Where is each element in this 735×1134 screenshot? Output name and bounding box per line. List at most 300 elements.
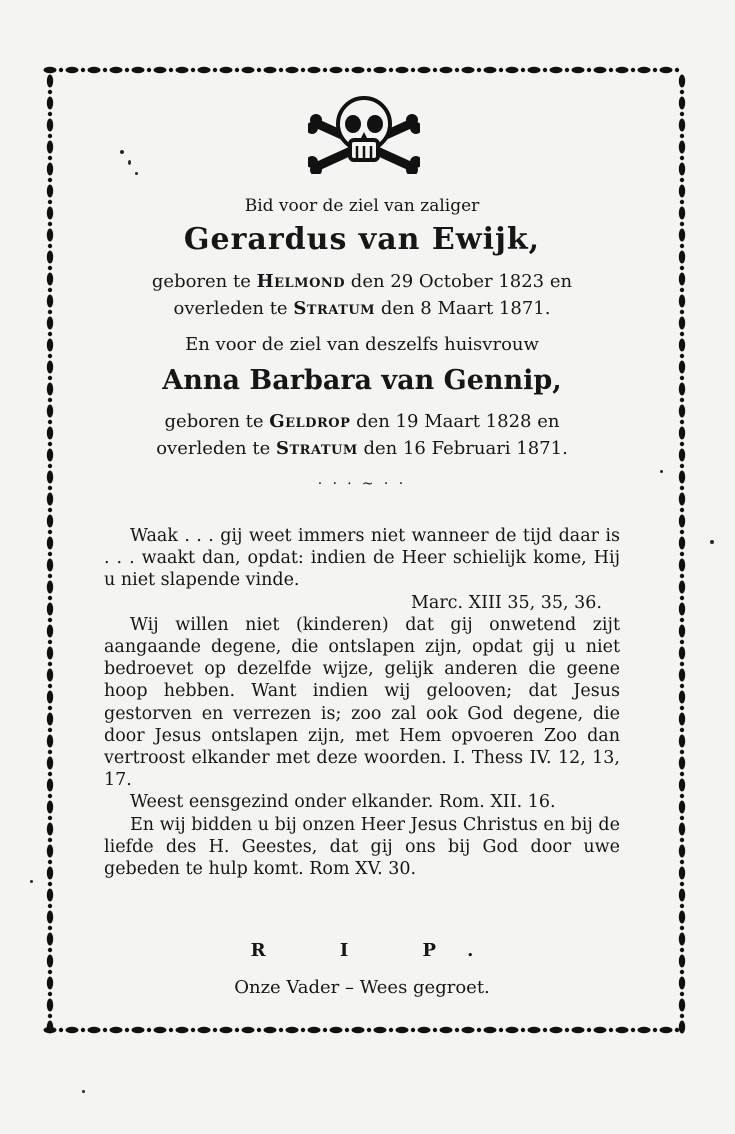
border-dot <box>587 68 591 72</box>
border-dot <box>679 823 685 836</box>
border-dot <box>48 222 52 226</box>
border-dot <box>679 339 685 352</box>
border-dot <box>47 889 53 902</box>
border-dot <box>110 1027 123 1033</box>
border-dot <box>679 515 685 528</box>
border-dot <box>679 647 685 660</box>
border-dot <box>47 735 53 748</box>
border-dot <box>48 398 52 402</box>
border-dot <box>47 251 53 264</box>
border-dot <box>88 1027 101 1033</box>
border-dot <box>680 244 684 248</box>
border-dot <box>59 68 63 72</box>
border-dot <box>330 67 343 73</box>
border-dot <box>679 295 685 308</box>
birth-prefix: geboren te <box>164 411 264 432</box>
border-dot <box>679 229 685 242</box>
border-dot <box>679 889 685 902</box>
border-dot <box>680 662 684 666</box>
border-dot <box>679 603 685 616</box>
border-dot <box>48 596 52 600</box>
border-dot <box>47 295 53 308</box>
border-dot <box>680 772 684 776</box>
border-dot <box>679 273 685 286</box>
border-dot <box>679 493 685 506</box>
border-dot <box>440 1027 453 1033</box>
rip-line: R I P. <box>250 940 508 961</box>
border-dot <box>543 68 547 72</box>
border-dot <box>47 999 53 1012</box>
border-dot <box>680 750 684 754</box>
border-dot <box>680 288 684 292</box>
border-dot <box>367 68 371 72</box>
border-dot <box>680 464 684 468</box>
border-dot <box>653 1028 657 1032</box>
border-dot <box>176 67 189 73</box>
border-dot <box>680 420 684 424</box>
border-dot <box>660 1027 673 1033</box>
border-dot <box>47 75 53 88</box>
border-dot <box>680 354 684 358</box>
border-dot <box>680 310 684 314</box>
border-dot <box>679 933 685 946</box>
border-dot <box>638 67 651 73</box>
border-dot <box>680 640 684 644</box>
border-dot <box>679 999 685 1012</box>
border-dot <box>679 537 685 550</box>
border-dot <box>47 625 53 638</box>
border-dot <box>301 68 305 72</box>
border-dot <box>48 816 52 820</box>
border-dot <box>484 67 497 73</box>
border-dot <box>550 67 563 73</box>
border-dot <box>660 67 673 73</box>
border-dot <box>679 801 685 814</box>
border-dot <box>198 67 211 73</box>
death-date: den 16 Februari 1871. <box>363 438 568 459</box>
border-dot <box>462 1027 475 1033</box>
border-dot <box>47 493 53 506</box>
border-dot <box>680 530 684 534</box>
border-dot <box>499 1028 503 1032</box>
border-dot <box>587 1028 591 1032</box>
border-dot <box>47 383 53 396</box>
border-dot <box>48 354 52 358</box>
border-dot <box>154 67 167 73</box>
border-dot <box>680 134 684 138</box>
border-dot <box>48 926 52 930</box>
border-dot <box>47 647 53 660</box>
border-dot <box>88 67 101 73</box>
border-dot <box>680 1014 684 1018</box>
border-dot <box>264 1027 277 1033</box>
border-dot <box>308 1027 321 1033</box>
border-dot <box>609 68 613 72</box>
border-dot <box>680 816 684 820</box>
border-dot <box>47 207 53 220</box>
border-dot <box>47 229 53 242</box>
border-dot <box>679 119 685 132</box>
border-dot <box>680 222 684 226</box>
border-dot <box>154 1027 167 1033</box>
border-dot <box>680 442 684 446</box>
border-dot <box>680 156 684 160</box>
verse-paragraph: Wij willen niet (kinderen) dat gij onwetend zijt aangaande degene, die ontslapen zijn, opdat gij u niet bedroevet op dezelfde wijze, gelijk anderen die geene hoop hebben. Want indien wij gelooven; dat Jesus gestorven en verrezen is; zoo zal ook God degene, die door Jesus ontslapen zijn, met Hem opvoeren Zoo dan vertroost elkander met deze woorden. I. Thess IV. 12, 13, 17. <box>104 614 620 791</box>
border-dot <box>679 713 685 726</box>
border-dot <box>572 1027 585 1033</box>
border-dot <box>679 405 685 418</box>
border-dot <box>679 163 685 176</box>
border-dot <box>345 68 349 72</box>
border-dot <box>47 185 53 198</box>
border-dot <box>47 669 53 682</box>
border-dot <box>48 288 52 292</box>
border-dot <box>48 420 52 424</box>
border-dot <box>47 163 53 176</box>
border-dot <box>653 68 657 72</box>
deceased-name-2: Anna Barbara van Gennip, <box>162 365 562 396</box>
border-dot <box>47 603 53 616</box>
border-dot <box>680 596 684 600</box>
border-dot <box>680 882 684 886</box>
border-dot <box>680 178 684 182</box>
border-dot <box>48 200 52 204</box>
border-dot <box>279 68 283 72</box>
border-dot <box>367 1028 371 1032</box>
border-dot <box>257 1028 261 1032</box>
border-dot <box>279 1028 283 1032</box>
border-dot <box>48 574 52 578</box>
border-dot <box>679 1021 685 1034</box>
border-dot <box>48 530 52 534</box>
border-dot <box>47 779 53 792</box>
border-dot <box>125 68 129 72</box>
border-dot <box>433 1028 437 1032</box>
border-dot <box>679 691 685 704</box>
border-dot <box>48 90 52 94</box>
border-dot <box>680 90 684 94</box>
verse-paragraph: En wij bidden u bij onzen Heer Jesus Christus en bij de liefde des H. Geestes, dat gij ons bij God door uwe gebeden te hulp komt. Rom XV. 30. <box>104 814 620 880</box>
border-dot <box>47 559 53 572</box>
border-dot <box>44 67 57 73</box>
border-dot <box>679 449 685 462</box>
border-dot <box>47 1021 53 1034</box>
border-dot <box>48 178 52 182</box>
border-dot <box>679 471 685 484</box>
verse-paragraph: Waak . . . gij weet immers niet wanneer de tijd daar is . . . waakt dan, opdat: indien de Heer schielijk kome, Hij u niet slapende vinde. <box>104 526 620 591</box>
border-dot <box>125 1028 129 1032</box>
border-dot <box>103 68 107 72</box>
border-dot <box>679 97 685 110</box>
border-dot <box>47 933 53 946</box>
border-dot <box>48 882 52 886</box>
border-dot <box>679 427 685 440</box>
border-dot <box>521 68 525 72</box>
border-dot <box>47 537 53 550</box>
border-dot <box>220 67 233 73</box>
border-dot <box>323 68 327 72</box>
border-dot <box>286 67 299 73</box>
border-dot <box>680 486 684 490</box>
border-dot <box>631 1028 635 1032</box>
border-dot <box>680 508 684 512</box>
border-dot <box>675 68 679 72</box>
verse-reference: Marc. XIII 35, 35, 36. <box>410 592 602 613</box>
border-dot <box>374 1027 387 1033</box>
border-dot <box>301 1028 305 1032</box>
border-dot <box>631 68 635 72</box>
border-dot <box>396 67 409 73</box>
border-dot <box>48 156 52 160</box>
border-dot <box>81 68 85 72</box>
border-dot <box>48 662 52 666</box>
border-dot <box>455 68 459 72</box>
border-dot <box>147 68 151 72</box>
border-dot <box>679 383 685 396</box>
birth-date: den 19 Maart 1828 en <box>356 411 560 432</box>
prayer-line: Onze Vader – Wees gegroet. <box>234 977 490 998</box>
border-dot <box>679 559 685 572</box>
border-dot <box>242 67 255 73</box>
border-dot <box>47 955 53 968</box>
border-dot <box>323 1028 327 1032</box>
border-dot <box>389 1028 393 1032</box>
border-dot <box>48 552 52 556</box>
border-dot <box>213 1028 217 1032</box>
border-dot <box>680 728 684 732</box>
border-dot <box>257 68 261 72</box>
border-dot <box>48 332 52 336</box>
border-dot <box>47 273 53 286</box>
border-dot <box>679 75 685 88</box>
border-dot <box>59 1028 63 1032</box>
death-prefix: overleden te <box>156 438 271 459</box>
border-dot <box>147 1028 151 1032</box>
border-dot <box>565 1028 569 1032</box>
ornament-divider: · · ⸱ ~ · · <box>317 476 407 492</box>
border-dot <box>47 471 53 484</box>
deceased-name-1: Gerardus van Ewijk, <box>183 222 541 257</box>
border-dot <box>48 310 52 314</box>
border-dot <box>680 552 684 556</box>
death-line-1 <box>98 297 626 321</box>
border-dot <box>680 794 684 798</box>
border-dot <box>47 141 53 154</box>
border-dot <box>235 68 239 72</box>
border-dot <box>680 112 684 116</box>
border-dot <box>609 1028 613 1032</box>
border-dot <box>48 442 52 446</box>
border-dot <box>499 68 503 72</box>
border-dot <box>47 713 53 726</box>
border-dot <box>484 1027 497 1033</box>
border-dot <box>679 867 685 880</box>
border-dot <box>48 376 52 380</box>
border-dot <box>132 67 145 73</box>
border-dot <box>47 581 53 594</box>
border-dot <box>47 317 53 330</box>
border-dot <box>47 427 53 440</box>
border-dot <box>345 1028 349 1032</box>
border-dot <box>47 119 53 132</box>
border-dot <box>680 992 684 996</box>
border-dot <box>235 1028 239 1032</box>
border-dot <box>418 67 431 73</box>
border-dot <box>169 68 173 72</box>
skull-crossbones-icon <box>308 94 420 174</box>
border-dot <box>572 67 585 73</box>
border-dot <box>680 266 684 270</box>
border-dot <box>594 1027 607 1033</box>
border-dot <box>455 1028 459 1032</box>
border-dot <box>48 948 52 952</box>
border-dot <box>679 757 685 770</box>
border-dot <box>521 1028 525 1032</box>
border-dot <box>48 904 52 908</box>
border-dot <box>47 405 53 418</box>
border-dot <box>66 1027 79 1033</box>
border-dot <box>48 860 52 864</box>
border-dot <box>47 845 53 858</box>
border-dot <box>48 1014 52 1018</box>
border-dot <box>48 266 52 270</box>
border-dot <box>680 860 684 864</box>
border-dot <box>411 1028 415 1032</box>
death-place: Stratum <box>275 438 358 459</box>
border-dot <box>48 706 52 710</box>
border-dot <box>680 706 684 710</box>
death-line-2 <box>98 437 626 461</box>
border-dot <box>47 801 53 814</box>
border-dot <box>47 449 53 462</box>
border-dot <box>48 838 52 842</box>
border-dot <box>679 317 685 330</box>
death-prefix: overleden te <box>173 298 288 319</box>
birth-line-2 <box>98 410 626 434</box>
intro-line: Bid voor de ziel van zaliger <box>244 196 480 216</box>
border-dot <box>594 67 607 73</box>
border-dot <box>286 1027 299 1033</box>
border-dot <box>47 691 53 704</box>
border-dot <box>679 735 685 748</box>
border-dot <box>213 68 217 72</box>
border-dot <box>680 618 684 622</box>
border-dot <box>550 1027 563 1033</box>
border-dot <box>679 955 685 968</box>
border-dot <box>264 67 277 73</box>
border-dot <box>66 67 79 73</box>
border-dot <box>680 970 684 974</box>
intro-line-2: En voor de ziel van deszelfs huisvrouw <box>185 334 539 355</box>
border-dot <box>48 134 52 138</box>
border-dot <box>679 845 685 858</box>
border-dot <box>680 684 684 688</box>
border-dot <box>680 926 684 930</box>
border-dot <box>462 67 475 73</box>
border-dot <box>679 581 685 594</box>
border-dot <box>220 1027 233 1033</box>
border-dot <box>680 200 684 204</box>
border-dot <box>103 1028 107 1032</box>
border-dot <box>679 911 685 924</box>
border-dot <box>48 684 52 688</box>
border-dot <box>48 618 52 622</box>
border-dot <box>352 67 365 73</box>
border-dot <box>47 823 53 836</box>
border-dot <box>528 67 541 73</box>
border-dot <box>680 398 684 402</box>
border-dot <box>565 68 569 72</box>
border-dot <box>352 1027 365 1033</box>
border-dot <box>48 794 52 798</box>
border-dot <box>679 361 685 374</box>
border-dot <box>679 977 685 990</box>
border-dot <box>680 948 684 952</box>
border-dot <box>47 911 53 924</box>
border-dot <box>616 67 629 73</box>
border-dot <box>47 361 53 374</box>
border-dot <box>47 97 53 110</box>
border-dot <box>506 67 519 73</box>
border-dot <box>330 1027 343 1033</box>
border-dot <box>47 339 53 352</box>
border-dot <box>680 574 684 578</box>
border-dot <box>47 757 53 770</box>
border-dot <box>169 1028 173 1032</box>
border-dot <box>680 332 684 336</box>
border-dot <box>528 1027 541 1033</box>
border-dot <box>679 779 685 792</box>
death-place: Stratum <box>293 298 376 319</box>
border-dot <box>679 207 685 220</box>
border-dot <box>506 1027 519 1033</box>
scripture-text <box>104 525 620 880</box>
border-dot <box>198 1027 211 1033</box>
border-dot <box>680 838 684 842</box>
border-dot <box>110 67 123 73</box>
border-dot <box>433 68 437 72</box>
border-dot <box>396 1027 409 1033</box>
border-dot <box>675 1028 679 1032</box>
border-dot <box>48 486 52 490</box>
border-dot <box>48 464 52 468</box>
border-dot <box>242 1027 255 1033</box>
border-dot <box>48 970 52 974</box>
border-dot <box>638 1027 651 1033</box>
border-dot <box>48 772 52 776</box>
border-dot <box>48 640 52 644</box>
birth-date: den 29 October 1823 en <box>350 271 573 292</box>
border-dot <box>47 867 53 880</box>
border-dot <box>477 68 481 72</box>
border-dot <box>679 185 685 198</box>
border-dot <box>616 1027 629 1033</box>
border-dot <box>48 244 52 248</box>
birth-line-1 <box>98 270 626 294</box>
border-dot <box>543 1028 547 1032</box>
border-dot <box>679 669 685 682</box>
border-dot <box>411 68 415 72</box>
border-dot <box>680 376 684 380</box>
border-dot <box>374 67 387 73</box>
border-dot <box>48 728 52 732</box>
border-dot <box>47 515 53 528</box>
border-dot <box>477 1028 481 1032</box>
border-dot <box>132 1027 145 1033</box>
border-dot <box>679 251 685 264</box>
death-date: den 8 Maart 1871. <box>380 298 551 319</box>
border-dot <box>679 141 685 154</box>
